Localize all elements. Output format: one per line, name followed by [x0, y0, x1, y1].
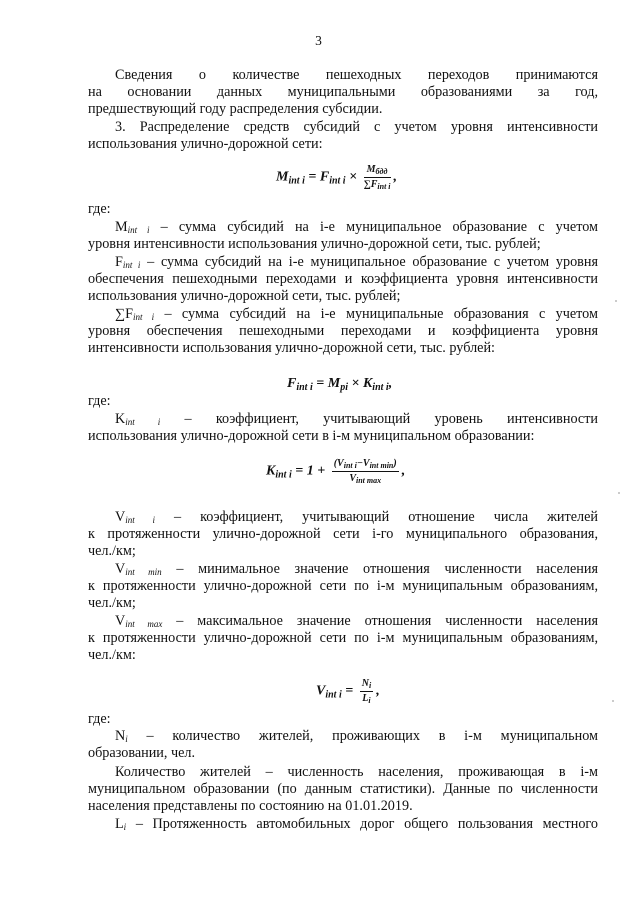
- def-k-line2: использования улично-дорожной сети в i-м муниципальном образовании:: [88, 428, 535, 444]
- scan-speck: [618, 492, 620, 494]
- def-sumf-symbol: ∑Fint i: [115, 306, 155, 322]
- def-m-symbol: Mint i: [115, 219, 150, 235]
- def-vmin-line1: Vint min – минимальное значение отношения численности населения: [115, 561, 599, 577]
- def-v-line2: к протяженности улично-дорожной сети i-го муниципального образования,: [88, 526, 598, 542]
- def-f-symbol: Fint i: [115, 254, 141, 270]
- def-vmin-line2: к протяженности улично-дорожной сети по i-м муниципальным образованиям,: [88, 578, 598, 594]
- def-k-line1: Kint i – коэффициент, учитывающий уровень интенсивности: [115, 411, 599, 427]
- para2-line1: 3. Распределение средств субсидий с учетом уровня интенсивности: [115, 119, 598, 135]
- formula-m-int-fraction: $\frac{M_{бдд}}{\sum F_{int i}}$: [363, 164, 391, 191]
- def-sumf-line2: уровня обеспечения пешеходными переходами и коэффициента уровня: [88, 323, 598, 339]
- formula-v-int: $V_{int i}$ = $\frac{N_i}{L_i}$ ,: [316, 678, 380, 705]
- scan-speck: [615, 300, 617, 302]
- def-vmax-line2: к протяженности улично-дорожной сети по i-м муниципальным образованиям,: [88, 630, 598, 646]
- where-label-2: где:: [88, 393, 111, 409]
- formula-v-int-fraction: $\frac{N_i}{L_i}$: [361, 678, 372, 705]
- def-n-symbol: Ni: [115, 728, 128, 744]
- para1-line1: Сведения о количестве пешеходных переходов принимаются: [115, 67, 598, 83]
- def-f-line2: обеспечения пешеходными переходами и коэффициента уровня интенсивности: [88, 271, 598, 287]
- def-v-line1: Vint i – коэффициент, учитывающий отношение числа жителей: [115, 509, 598, 525]
- def-n-line2: образовании, чел.: [88, 745, 196, 761]
- def-v-line3: чел./км;: [88, 543, 136, 559]
- def-vmax-line1: Vint max – максимальное значение отношения численности населения: [115, 613, 599, 629]
- def-f-line1: Fint i – сумма субсидий на i-е муниципальное образование с учетом уровня: [115, 254, 599, 270]
- where-label-3: где:: [88, 711, 111, 727]
- def-vmin-symbol: Vint min: [115, 561, 162, 577]
- para-count-line3: населения представлены по состоянию на 01.01.2019.: [88, 798, 413, 814]
- def-m-line1: Mint i – сумма субсидий на i-е муниципальное образование с учетом: [115, 219, 599, 235]
- def-f-line3: использования улично-дорожной сети, тыс. рублей;: [88, 288, 401, 304]
- para1-line2: на основании данных муниципальными образованиями за год,: [88, 84, 598, 100]
- formula-k-int-fraction: $\frac{(V_{int i}-V_{int min})}{V_{int max}}$: [333, 458, 397, 485]
- def-l-symbol: Li: [115, 816, 127, 832]
- where-label-1: где:: [88, 201, 111, 217]
- def-m-line2: уровня интенсивности использования улично-дорожной сети, тыс. рублей;: [88, 236, 541, 252]
- def-v-symbol: Vint i: [115, 509, 155, 525]
- para1-line3: предшествующий году распределения субсидии.: [88, 101, 383, 117]
- def-sumf-line1: ∑Fint i – сумма субсидий на i-е муниципальные образования с учетом: [115, 306, 598, 322]
- para2-line2: использования улично-дорожной сети:: [88, 136, 323, 152]
- page-number: 3: [315, 33, 322, 48]
- def-sumf-line3: интенсивности использования улично-дорожной сети, тыс. рублей:: [88, 340, 495, 356]
- para-count-line1: Количество жителей – численность населения, проживающая в i-м: [115, 764, 598, 780]
- def-vmax-symbol: Vint max: [115, 613, 163, 629]
- scan-speck: [612, 700, 614, 702]
- def-vmax-line3: чел./км:: [88, 647, 136, 663]
- def-vmin-line3: чел./км;: [88, 595, 136, 611]
- para-count-line2: муниципальном образовании (по данным статистики). Данные по численности: [88, 781, 598, 797]
- def-n-line1: Ni – количество жителей, проживающих в i-м муниципальном: [115, 728, 598, 744]
- formula-k-int: $K_{int i} = 1$ + $\frac{(V_{int i}-V_{int min})}{V_{int max}}$ ,: [266, 458, 406, 485]
- formula-f-int: $F_{int i} = M_{pi} \times K_{int i}$,: [287, 376, 393, 393]
- def-l-line1: Li – Протяженность автомобильных дорог общего пользования местного: [115, 816, 598, 832]
- def-k-symbol: Kint i: [115, 411, 161, 427]
- formula-m-int: $M_{int i} = F_{int i}$ × $\frac{M_{бдд}}{\sum F_{int i}}$ ,: [276, 164, 398, 191]
